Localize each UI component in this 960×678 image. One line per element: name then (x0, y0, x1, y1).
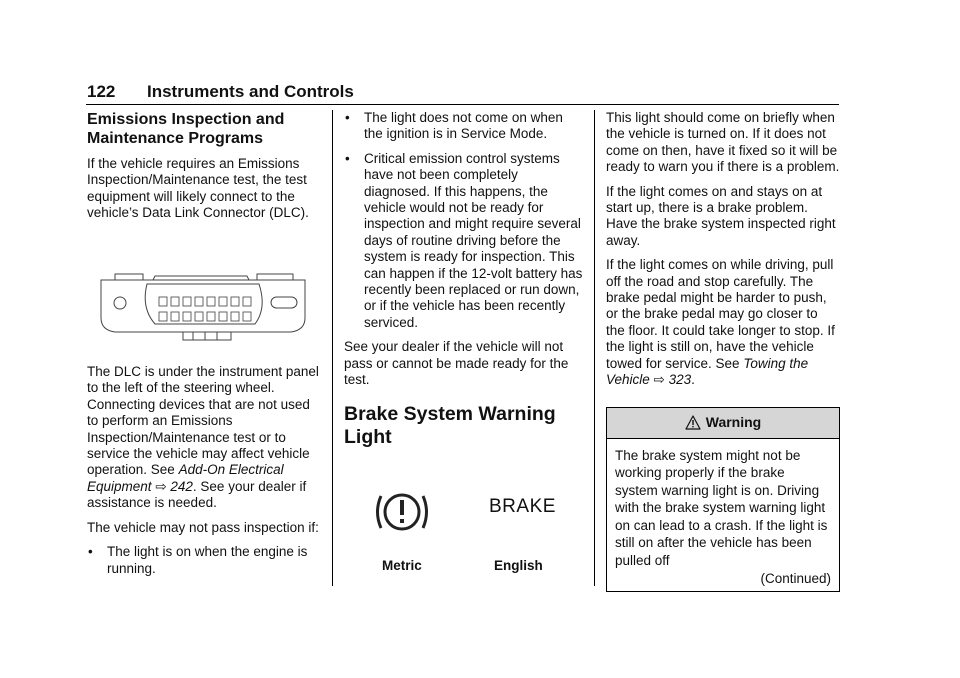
brake-text-symbol: BRAKE (489, 495, 556, 517)
light-on-paragraph: This light should come on briefly when the vehicle is turned on. If it does not come on then, have it fixed so it will be ready to warn you if there is a problem. (606, 110, 840, 175)
emissions-heading: Emissions Inspection and Maintenance Programs (87, 111, 285, 147)
brake-light-symbols (344, 449, 584, 573)
bullet-item: • The light does not come on when the ignition is in Service Mode. (345, 110, 563, 142)
page-number: 122 (87, 82, 116, 101)
bullet-item: • Critical emission control systems have not been completely diagnosed. If this happens, the vehicle would not be ready for inspection and might require several days of routine driving before the system is ready for inspection. This can happen if the 12-volt battery has recently been replaced or run down, or if the vehicle has been recently serviced. (345, 150, 583, 330)
dlc-intro-paragraph: If the vehicle requires an Emissions Inspection/Maintenance test, the test equipment will likely connect to the vehicle’s Data Link Connector (DLC). (87, 156, 309, 221)
inspection-paragraph: The vehicle may not pass inspection if: (87, 519, 319, 535)
section-title: Instruments and Controls (147, 82, 354, 101)
metric-label: Metric (382, 557, 422, 573)
brake-problem-paragraph: If the light comes on and stays on at start up, there is a brake problem. Have the brake system inspected right away. (606, 183, 836, 248)
bullet-icon: • (345, 150, 350, 166)
bullet-item: • The light is on when the engine is running. (88, 544, 308, 576)
brake-heading: Brake System Warning Light (344, 402, 556, 448)
brake-warning-icon (372, 487, 432, 537)
warning-header (607, 408, 839, 439)
add-on-electrical-link[interactable]: Add-On Electrical Equipment (87, 462, 284, 494)
driving-paragraph: If the light comes on while driving, pull off the road and stop carefully. The brake pedal might be harder to push, or the brake pedal may go closer to the floor. It could take longer to stop. If the light is still on, have the vehicle towed for service. See Towing the Vehicle ⇨ 323. (606, 257, 835, 388)
page-ref-icon: ⇨ (653, 372, 665, 388)
warning-text: The brake system might not be working properly if the brake system warning light is on. Driving with the brake system warning light on can lead to a crash. If the light is still on after the vehicle has been pulled off (615, 447, 828, 569)
column-2 (344, 110, 584, 573)
english-label: English (494, 557, 543, 573)
bullet-icon: • (345, 110, 350, 125)
page-ref-icon: ⇨ (155, 478, 167, 494)
dlc-location-paragraph: The DLC is under the instrument panel to the left of the steering wheel. Connecting devices that are not used to perform an Emissions Inspection/Maintenance test or to service the vehicle may affect vehicle operation. See Add-On Electrical Equipment ⇨ 242. See your dealer if assistance is needed. (87, 364, 319, 511)
warning-box (606, 407, 840, 593)
bullet-icon: • (88, 544, 93, 560)
towing-link[interactable]: Towing the Vehicle (606, 355, 809, 388)
column-1 (87, 110, 323, 585)
header-rule (86, 104, 839, 105)
page-header (87, 82, 354, 102)
column-divider (332, 110, 333, 586)
dealer-paragraph: See your dealer if the vehicle will not pass or cannot be made ready for the test. (344, 339, 569, 388)
page-ref-242[interactable]: 242 (170, 478, 193, 494)
column-3 (606, 110, 840, 592)
warning-body (607, 439, 839, 592)
warning-title: Warning (705, 414, 762, 431)
warning-icon (685, 415, 701, 430)
page-ref-323[interactable]: 323 (668, 372, 692, 388)
continued-label: (Continued) (760, 570, 831, 586)
dlc-connector-illustration (97, 270, 309, 344)
column-divider (594, 110, 595, 586)
